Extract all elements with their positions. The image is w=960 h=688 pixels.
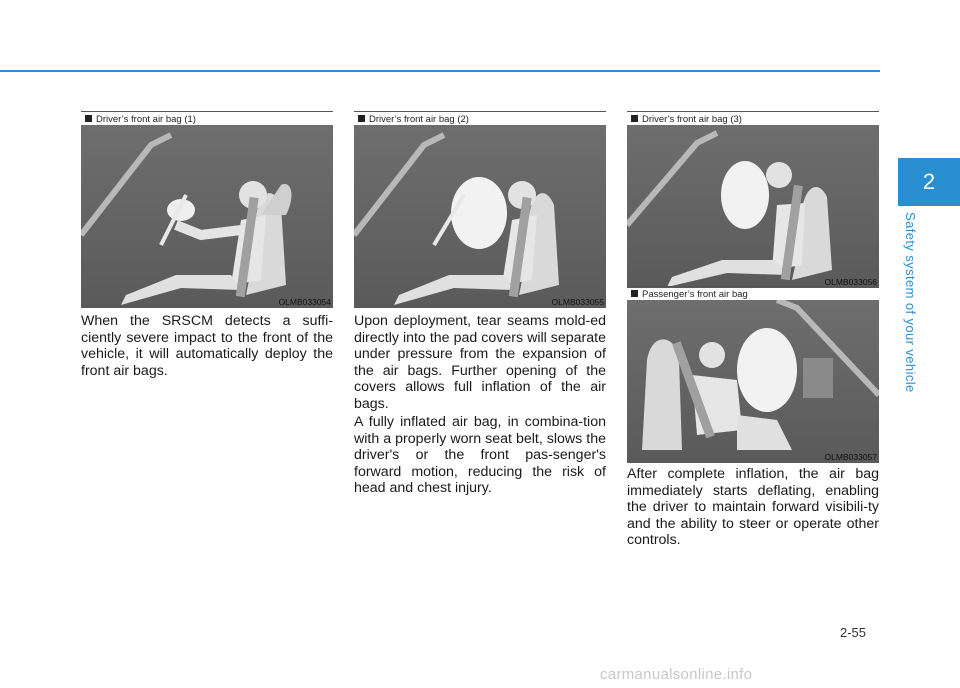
driver-seated-illustration	[627, 125, 879, 288]
figure-code: OLMB033055	[551, 297, 604, 307]
airbag-illustration	[81, 125, 333, 308]
airbag-illustration	[627, 125, 879, 288]
figure-driver-airbag-1	[81, 111, 333, 308]
figure-driver-airbag-3	[627, 111, 879, 288]
figure-code: OLMB033054	[278, 297, 331, 307]
chapter-title: Safety system of your vehicle	[903, 212, 918, 393]
bullet-square-icon	[631, 290, 638, 297]
page-number: 2-55	[840, 625, 867, 640]
bullet-square-icon	[85, 115, 92, 122]
figure-code: OLMB033056	[824, 277, 877, 287]
airbag-illustration	[627, 300, 879, 463]
column3-paragraph: After complete inflation, the air bag immediately starts deflating, enabling the driver to maintain forward visibili-ty and the ability to steer or operate other controls.	[627, 466, 879, 549]
driver-seated-illustration	[81, 125, 333, 308]
airbag-illustration	[354, 125, 606, 308]
bullet-square-icon	[358, 115, 365, 122]
bullet-square-icon	[631, 115, 638, 122]
column2-paragraph-2: A fully inflated air bag, in combina-tion with a properly worn seat belt, slows the driver's or the front pas-senger's forward motion, reducing the risk of head and chest injury.	[354, 414, 606, 497]
column1-paragraph: When the SRSCM detects a suffi-ciently severe impact to the front of the vehicle, it will automatically deploy the front air bags.	[81, 313, 333, 379]
figure-driver-airbag-2	[354, 111, 606, 308]
column2-paragraph-1: Upon deployment, tear seams mold-ed directly into the pad covers will separate under pressure from the expansion of the air bags. Further opening of the covers allows full inflation of the air bags.	[354, 313, 606, 412]
figure-caption: Passenger’s front air bag	[627, 286, 879, 304]
figure-caption: Driver’s front air bag (3)	[627, 111, 879, 129]
driver-seated-illustration	[354, 125, 606, 308]
header-rule	[0, 70, 880, 72]
figure-caption: Driver’s front air bag (1)	[81, 111, 333, 129]
figure-code: OLMB033057	[824, 452, 877, 462]
passenger-seated-illustration	[627, 300, 879, 463]
watermark: carmanualsonline.info	[600, 666, 753, 683]
figure-caption: Driver’s front air bag (2)	[354, 111, 606, 129]
figure-passenger-airbag	[627, 286, 879, 463]
chapter-number-tab: 2	[898, 158, 960, 206]
